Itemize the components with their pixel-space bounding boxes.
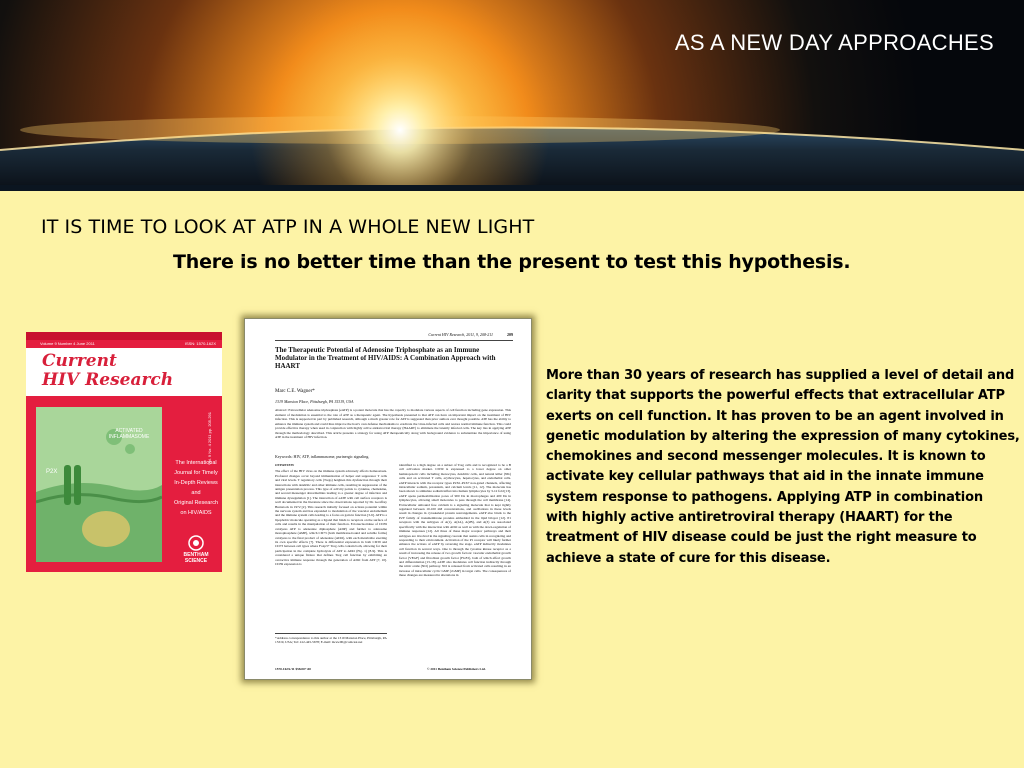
body-line: with highly active antiretroviral therapy (HAART) for the (546, 510, 953, 526)
article-journal-ref: Current HIV Research, 2011, 9, 208-211 (428, 332, 493, 337)
body-line: achieve a state of cure for this disease. (546, 550, 831, 566)
article-overview-heading: OVERVIEW (275, 463, 295, 467)
article-header (275, 332, 513, 341)
cover-side-code: Vol. 9 No. 4 2011 pp. 205-291 (207, 412, 212, 465)
article-copyright: © 2011 Bentham Science Publishers Ltd. (427, 667, 486, 671)
article-abstract: Abstract: Extracellular adenosine triphosphate (eATP) is a potent molecule that has the capacity to modulate various aspects of cell function including gene expression. This element of modulation is essential to the role of ATP as a therapeutic agent. The hypothesis presented is that ATP can have an important impact on the treatment of HIV infection. This is supported in part by published research, although a much greater role for ATP is suggested than prior authors ever thought possible. ATP has the ability to enhance the immune system and could thus improve the host's own defense mechanisms to eradicate the virus-infected cells and restore normal immune function. This could provide effective therapy when used in conjunction with highly active antiretroviral therapy (HAART) to eliminate the latently infected cells. The key lies in applying ATP through the methodology described. This article presents a strategy for using ATP therapeutically along with background evidence to substantiate the importance of using ATP in the treatment of HIV infection. (275, 408, 511, 439)
cover-issn: ISSN: 1570-162X (184, 341, 216, 346)
article-page-image (244, 318, 532, 680)
bentham-logo-icon (184, 534, 208, 552)
article-author: Marc C.E. Wagner* (275, 389, 315, 394)
cover-illustration-label: ACTIVATED INFLAMMASOME (108, 428, 150, 440)
body-line: clarity that supports the powerful effects that extracellular ATP (546, 388, 1005, 404)
article-column-right: identified to a high degree on a subset of Treg cells and is recognized to be a B cell activation marker. CD39 is expressed to a lower degree on other hematopoietic cells including monocytes, dendritic cells, and natural killer (NK) cells and on activated T cells, erythrocytes, hepatocytes, and endothelial cells. eATP interacts with the receptor types P2X1-P2X7 non-gated channels, affecting intracellular sodium, potassium, and calcium levels [11, 12]. The molecule has been shown to stimulate sodium influx into human lymphocytes by 3-12 fold [13]. eATP opens permeabilization pores of 900 Da in macrophages and 400 Da in lymphocytes, allowing small molecules to pass through the cell membrane [14]. Extracellular unbound free calcium is a signaling molecule that is kept tightly regulated between 10-100 nM concentrations, and oscillations in these levels result in changes in cytoskeletal protein rearrangements. eATP also binds to the P2Y family of transmembrane proteins embedded in the lipid bilayer [12]. P1 receptors with the subtypes of A(1), A(2A), A(2B), and A(3) are associated specifically with the interaction with ADO as well as with the down-regulation of immune responses [12]. All three of these major receptor pathways and their subtypes are involved in the signaling cascade that assists cells in recognizing and responding to their environment. Activation of the P1 receptor will likely further enhance the actions of eATP by reversing the stage. eATP indirectly modulates cell function in several ways. One is through the tyrosine kinase receptor as a result of increasing the release of two growth factors: vascular endothelial growth factor (VEGF) and fibroblast growth factor (FGF2), both of which affect growth and differentiation [15-18]. eATP also modulates cell function indirectly through the nitric oxide (NO) pathway. NO is released from activated cells resulting in an increase of intracellular cyclic GMP (cGMP) in target cells. The consequences of these changes are measured in alterations in (399, 463, 511, 578)
article-footnote: *Address correspondence to this author at the 1319 Mansion Place, Pittsburgh, PA 15319, USA; Tel: 412-445-5678; E-mail: mcew00@comcast.net (275, 633, 387, 645)
article-keywords: Keywords: HIV, ATP, inflammasome, purinergic signaling. (275, 454, 370, 459)
body-line: activate key cellular pathways that aid in the innate immune (546, 469, 984, 485)
cover-publisher: BENTHAM SCIENCE (183, 552, 209, 564)
body-line: More than 30 years of research has supplied a level of detail and (546, 368, 1015, 383)
body-line: system response to pathogens. Applying ATP in combination (546, 489, 983, 505)
article-page-number: 209 (507, 332, 513, 337)
cover-issue-info: Volume 9 Number 4 June 2011 (40, 341, 95, 346)
cover-receptor-label: P2X (46, 469, 58, 475)
article-title: The Therapeutic Potential of Adenosine Triphosphate as an Immune Modulator in the Treatment of HIV/AIDS: A Combination Approach with HAART (275, 346, 496, 370)
journal-cover-image (26, 332, 222, 572)
subheadline: There is no better time than the present to test this hypothesis. (173, 251, 851, 273)
cover-top-bar (26, 332, 222, 340)
article-column-left-text: The effect of the HIV virus on the immune system adversely affects homeostasis. Profound changes occur beyond immunization of helper and suppressor T cells and viral levels. T regulatory cells (Tregs) heighten this dysfunction through their interactions with dendritic and other immune cells, resulting in suppression of the antigen presentation process. This type of activity points to cytokine, chemokine, and second messenger abnormalities leading to a greater degree of infection and immune dysregulation [1]. The interaction of eATP with cell surface receptors is well documented in the literature since the observations reported by Dr. Geoffrey Burnstock in 1972 [2]. This research initially focused on actions potential within the nervous system and has expanded to modulation of the vascular endothelium and the immune system cells leading to a focus on gain in function [3-6]. ATP is a lipophobic molecule operating as a ligand that binds to receptors on the surface of cells and results in the manipulation of their function. Ectonucleotidase of CD39 catalyzes ATP to adenosine diphosphate (ADP) and further to adenosine monophosphate (AMP), which CD73 (both membrane-bound and soluble forms) catalyzes to the final product of adenosine (ADO), with each metabolite exerting its own specific effects [7]. There is differential expression in both CD39 and CD73 between cell types where Foxp3+ Treg cells contain both, allowing for their participation in the complete hydrolysis of ATP to ADO (Fig. 1) [8-9]. This is considered a unique fixture that defines Treg cell function by exhibiting an overactive immune response through the generation of ADO from ATP [7, 10]. CD39 expression is (275, 469, 387, 566)
body-line: treatment of HIV disease could be just the right measure to (546, 530, 977, 546)
article-affiliation: 1319 Mansion Place, Pittsburgh, PA 15319, USA (275, 399, 354, 404)
body-line: genetic modulation by altering the expression of many cytokines, (546, 428, 1020, 444)
article-column-left (275, 463, 387, 628)
body-line: exerts on cell function. It has proven to be an agent involved in (546, 408, 1004, 424)
headline: IT IS TIME TO LOOK AT ATP IN A WHOLE NEW LIGHT (41, 216, 535, 238)
body-paragraph (546, 366, 1020, 569)
body-line: chemokines and second messenger molecules. It is known to (546, 449, 986, 465)
cover-title: Current HIV Research (42, 351, 174, 390)
cover-tagline: The International Journal for Timely In-Depth Reviews and Original Research on HIV/AIDS (173, 460, 219, 516)
slide-title: AS A NEW DAY APPROACHES (674, 30, 994, 55)
sunrise-banner (0, 0, 1024, 191)
article-issn: 1570-162X/11 $58.00+.00 (275, 667, 311, 671)
sunrise-image (0, 0, 1024, 191)
